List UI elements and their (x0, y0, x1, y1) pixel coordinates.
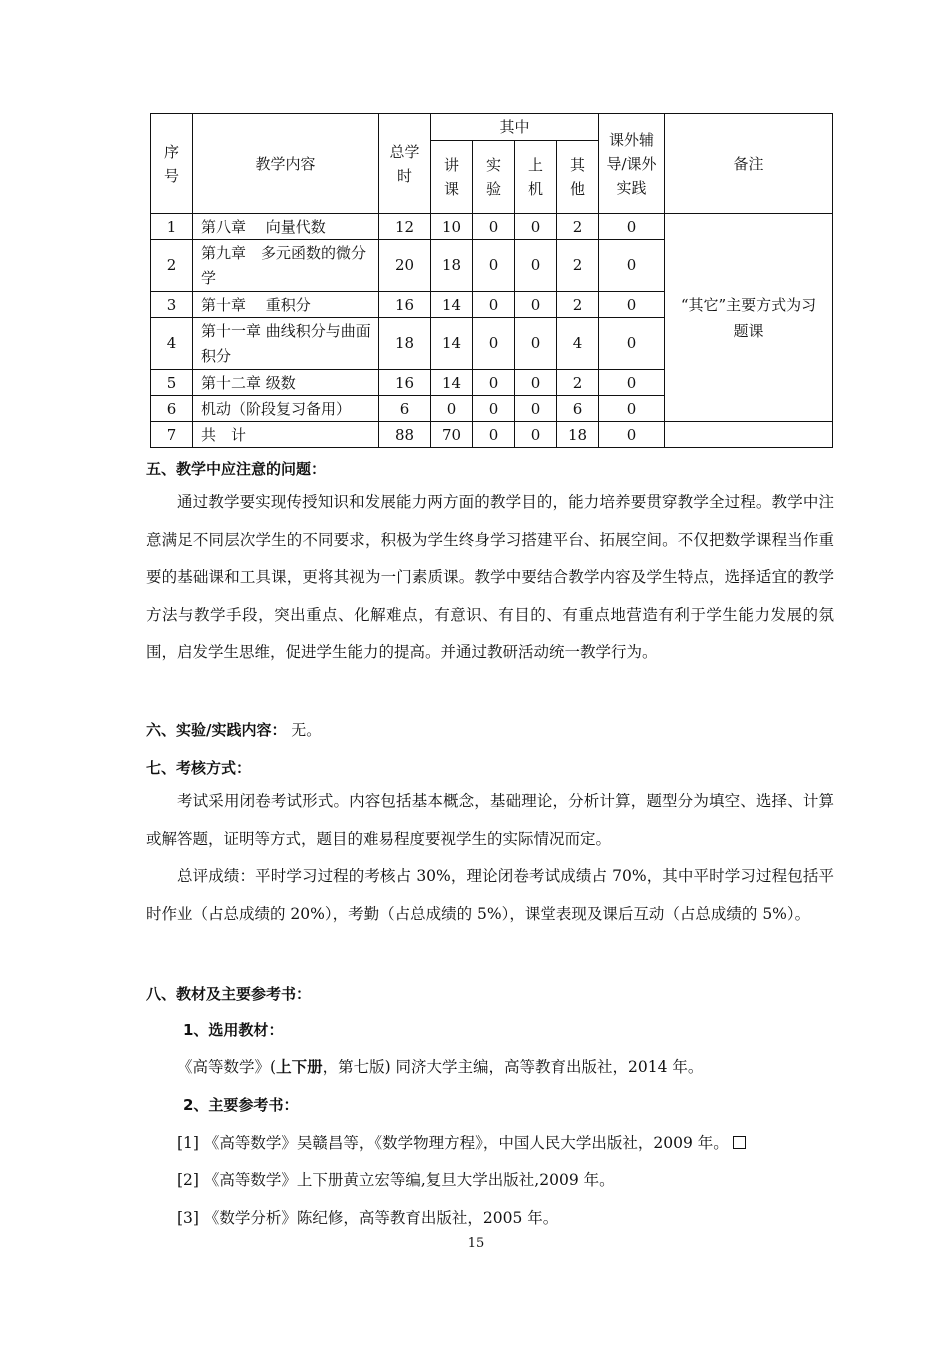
table-header-row (151, 114, 833, 141)
cell-other: 2 (557, 370, 599, 396)
cell-lecture: 70 (431, 422, 473, 448)
reference-2: [2] 《高等数学》上下册黄立宏等编,复旦大学出版社,2009 年。 (177, 1171, 615, 1189)
cell-experiment: 0 (473, 318, 515, 370)
cell-extra: 0 (599, 422, 665, 448)
cell-experiment: 0 (473, 396, 515, 422)
header-computer: 上机 (515, 141, 557, 214)
section-7-body-2: 总评成绩：平时学习过程的考核占 30%，理论闭卷考试成绩占 70%，其中平时学习过程包括平时作业（占总成绩的 20%），考勤（占总成绩的 5%），课堂表现及课后互动（占总成绩的 5%）。 (146, 867, 834, 923)
section-5-title: 五、教学中应注意的问题： (146, 460, 327, 478)
cell-other: 6 (557, 396, 599, 422)
cell-other: 2 (557, 292, 599, 318)
checkbox-square-icon (733, 1136, 746, 1149)
cell-total: 20 (379, 240, 431, 292)
cell-computer: 0 (515, 370, 557, 396)
cell-lecture: 14 (431, 318, 473, 370)
cell-total: 88 (379, 422, 431, 448)
cell-experiment: 0 (473, 292, 515, 318)
cell-lecture: 10 (431, 214, 473, 240)
cell-remark-empty (665, 422, 833, 448)
cell-other: 4 (557, 318, 599, 370)
cell-total: 16 (379, 370, 431, 396)
cell-extra: 0 (599, 214, 665, 240)
cell-extra: 0 (599, 370, 665, 396)
section-5-body: 通过教学要实现传授知识和发展能力两方面的教学目的，能力培养要贯穿教学全过程。教学中注意满足不同层次学生的不同要求，积极为学生终身学习搭建平台、拓展空间。不仅把数学课程当作重要的基础课和工具课，更将其视为一门素质课。教学中要结合教学内容及学生特点，选择适宜的教学方法与教学手段，突出重点、化解难点，有意识、有目的、有重点地营造有利于学生能力发展的氛围，启发学生思维，促进学生能力的提高。并通过教研活动统一教学行为。 (146, 493, 834, 661)
cell-computer: 0 (515, 240, 557, 292)
cell-total: 6 (379, 396, 431, 422)
cell-total: 16 (379, 292, 431, 318)
section-8-sub-2: 2、主要参考书： (183, 1096, 299, 1114)
table-total-row (151, 422, 833, 448)
header-remark: 备注 (665, 114, 833, 214)
section-7-body-1: 考试采用闭卷考试形式。内容包括基本概念，基础理论，分析计算，题型分为填空、选择、计算或解答题，证明等方式，题目的难易程度要视学生的实际情况而定。 (146, 792, 834, 848)
textbook-line: 《高等数学》(上下册，第七版) 同济大学主编，高等教育出版社，2014 年。 (177, 1058, 704, 1076)
cell-experiment: 0 (473, 214, 515, 240)
cell-experiment: 0 (473, 422, 515, 448)
cell-lecture: 18 (431, 240, 473, 292)
cell-content: 第九章 多元函数的微分学 (193, 240, 379, 292)
header-content: 教学内容 (193, 114, 379, 214)
cell-computer: 0 (515, 318, 557, 370)
cell-no: 5 (151, 370, 193, 396)
cell-content: 共 计 (193, 422, 379, 448)
page-number: 15 (467, 1236, 485, 1251)
cell-lecture: 14 (431, 292, 473, 318)
header-experiment: 实验 (473, 141, 515, 214)
header-among: 其中 (431, 114, 599, 141)
cell-lecture: 14 (431, 370, 473, 396)
cell-extra: 0 (599, 240, 665, 292)
header-seq: 序号 (151, 114, 193, 214)
cell-computer: 0 (515, 292, 557, 318)
header-lecture: 讲课 (431, 141, 473, 214)
cell-experiment: 0 (473, 370, 515, 396)
cell-no: 3 (151, 292, 193, 318)
cell-other: 2 (557, 240, 599, 292)
cell-no: 4 (151, 318, 193, 370)
section-6-title: 六、实验/实践内容： 无。 (146, 721, 322, 739)
section-7-title: 七、考核方式： (146, 759, 252, 777)
cell-no: 1 (151, 214, 193, 240)
cell-content: 第十章 重积分 (193, 292, 379, 318)
cell-content: 第十二章 级数 (193, 370, 379, 396)
cell-computer: 0 (515, 396, 557, 422)
section-8-sub-1: 1、选用教材： (183, 1021, 284, 1039)
cell-no: 7 (151, 422, 193, 448)
cell-content: 机动（阶段复习备用） (193, 396, 379, 422)
cell-lecture: 0 (431, 396, 473, 422)
cell-no: 2 (151, 240, 193, 292)
table-row (151, 214, 833, 240)
cell-content: 第十一章 曲线积分与曲面积分 (193, 318, 379, 370)
cell-experiment: 0 (473, 240, 515, 292)
cell-content: 第八章 向量代数 (193, 214, 379, 240)
section-6-value: 无。 (286, 721, 322, 739)
cell-total: 18 (379, 318, 431, 370)
header-other: 其他 (557, 141, 599, 214)
cell-remark: “其它”主要方式为习题课 (665, 214, 833, 422)
cell-computer: 0 (515, 422, 557, 448)
reference-1: [1] 《高等数学》吴赣昌等，《数学物理方程》，中国人民大学出版社，2009 年。 (177, 1131, 746, 1153)
cell-extra: 0 (599, 318, 665, 370)
cell-total: 12 (379, 214, 431, 240)
cell-no: 6 (151, 396, 193, 422)
header-total-hours: 总学时 (379, 114, 431, 214)
cell-other: 2 (557, 214, 599, 240)
cell-computer: 0 (515, 214, 557, 240)
cell-extra: 0 (599, 396, 665, 422)
header-extracurricular: 课外辅导/课外实践 (599, 114, 665, 214)
cell-other: 18 (557, 422, 599, 448)
cell-extra: 0 (599, 292, 665, 318)
syllabus-table (150, 113, 833, 448)
reference-3: [3] 《数学分析》陈纪修，高等教育出版社，2005 年。 (177, 1209, 559, 1227)
section-8-title: 八、教材及主要参考书： (146, 985, 312, 1003)
